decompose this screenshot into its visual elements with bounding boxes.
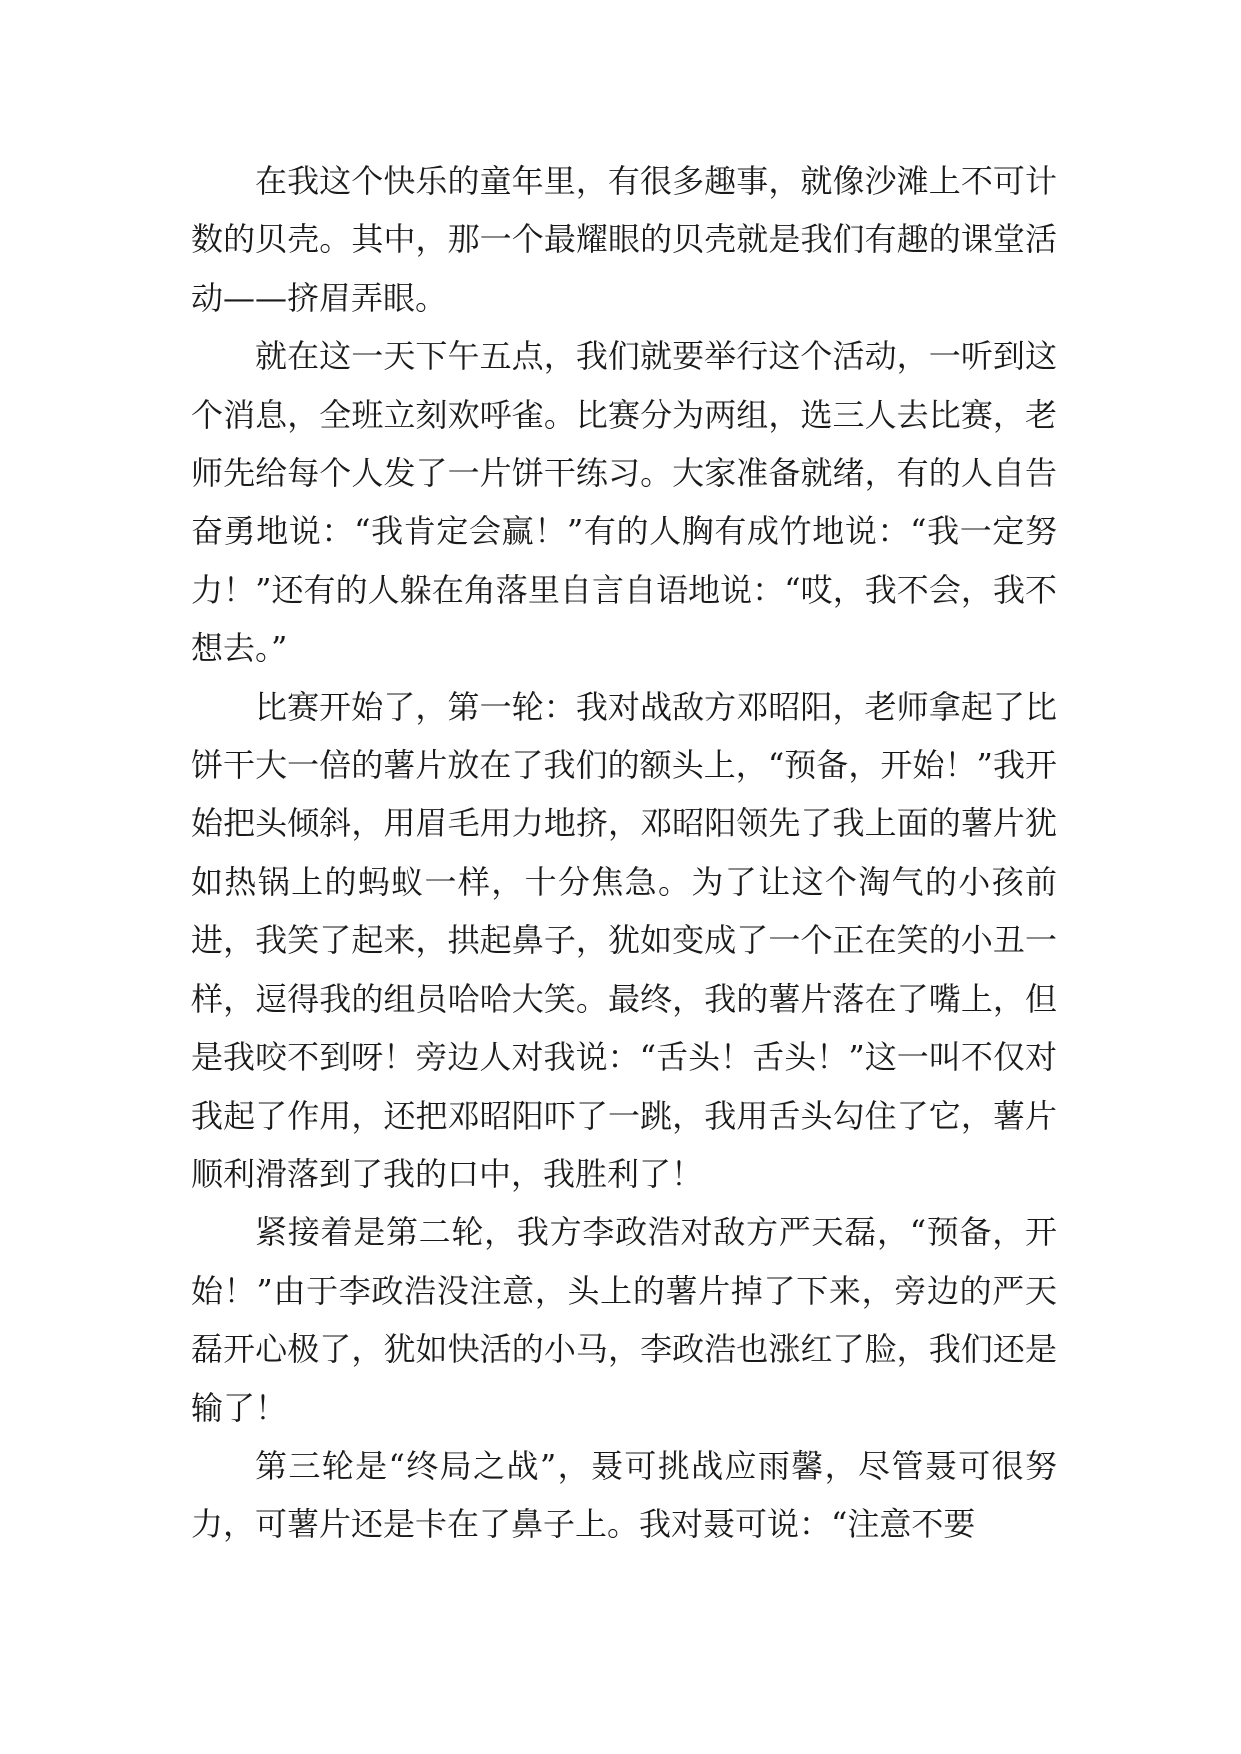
paragraph-5: 第三轮是“终局之战”，聂可挑战应雨馨，尽管聂可很努力，可薯片还是卡在了鼻子上。我对聂可说：“注意不要 <box>191 1446 1057 1544</box>
paragraph-3: 比赛开始了，第一轮：我对战敌方邓昭阳，老师拿起了比饼干大一倍的薯片放在了我们的额头上，“预备，开始！”我开始把头倾斜，用眉毛用力地挤，邓昭阳领先了我上面的薯片犹如热锅上的蚂蚁一样，十分焦急。为了让这个淘气的小孩前进，我笑了起来，拱起鼻子，犹如变成了一个正在笑的小丑一样，逗得我的组员哈哈大笑。最终，我的薯片落在了嘴上，但是我咬不到呀！旁边人对我说：“舌头！舌头！”这一叫不仅对我起了作用，还把邓昭阳吓了一跳，我用舌头勾住了它，薯片顺利滑落到了我的口中，我胜利了！ <box>191 687 1057 1193</box>
paragraph-2: 就在这一天下午五点，我们就要举行这个活动，一听到这个消息，全班立刻欢呼雀。比赛分为两组，选三人去比赛，老师先给每个人发了一片饼干练习。大家准备就绪，有的人自告奋勇地说：“我肯定会赢！”有的人胸有成竹地说：“我一定努力！”还有的人躲在角落里自言自语地说：“哎，我不会，我不想去。” <box>191 337 1057 668</box>
paragraph-4: 紧接着是第二轮，我方李政浩对敌方严天磊，“预备，开始！”由于李政浩没注意，头上的薯片掉了下来，旁边的严天磊开心极了，犹如快活的小马，李政浩也涨红了脸，我们还是输了！ <box>191 1213 1057 1427</box>
document-body <box>191 152 1057 1554</box>
paragraph-1: 在我这个快乐的童年里，有很多趣事，就像沙滩上不可计数的贝壳。其中，那一个最耀眼的贝壳就是我们有趣的课堂活动——挤眉弄眼。 <box>191 162 1057 317</box>
